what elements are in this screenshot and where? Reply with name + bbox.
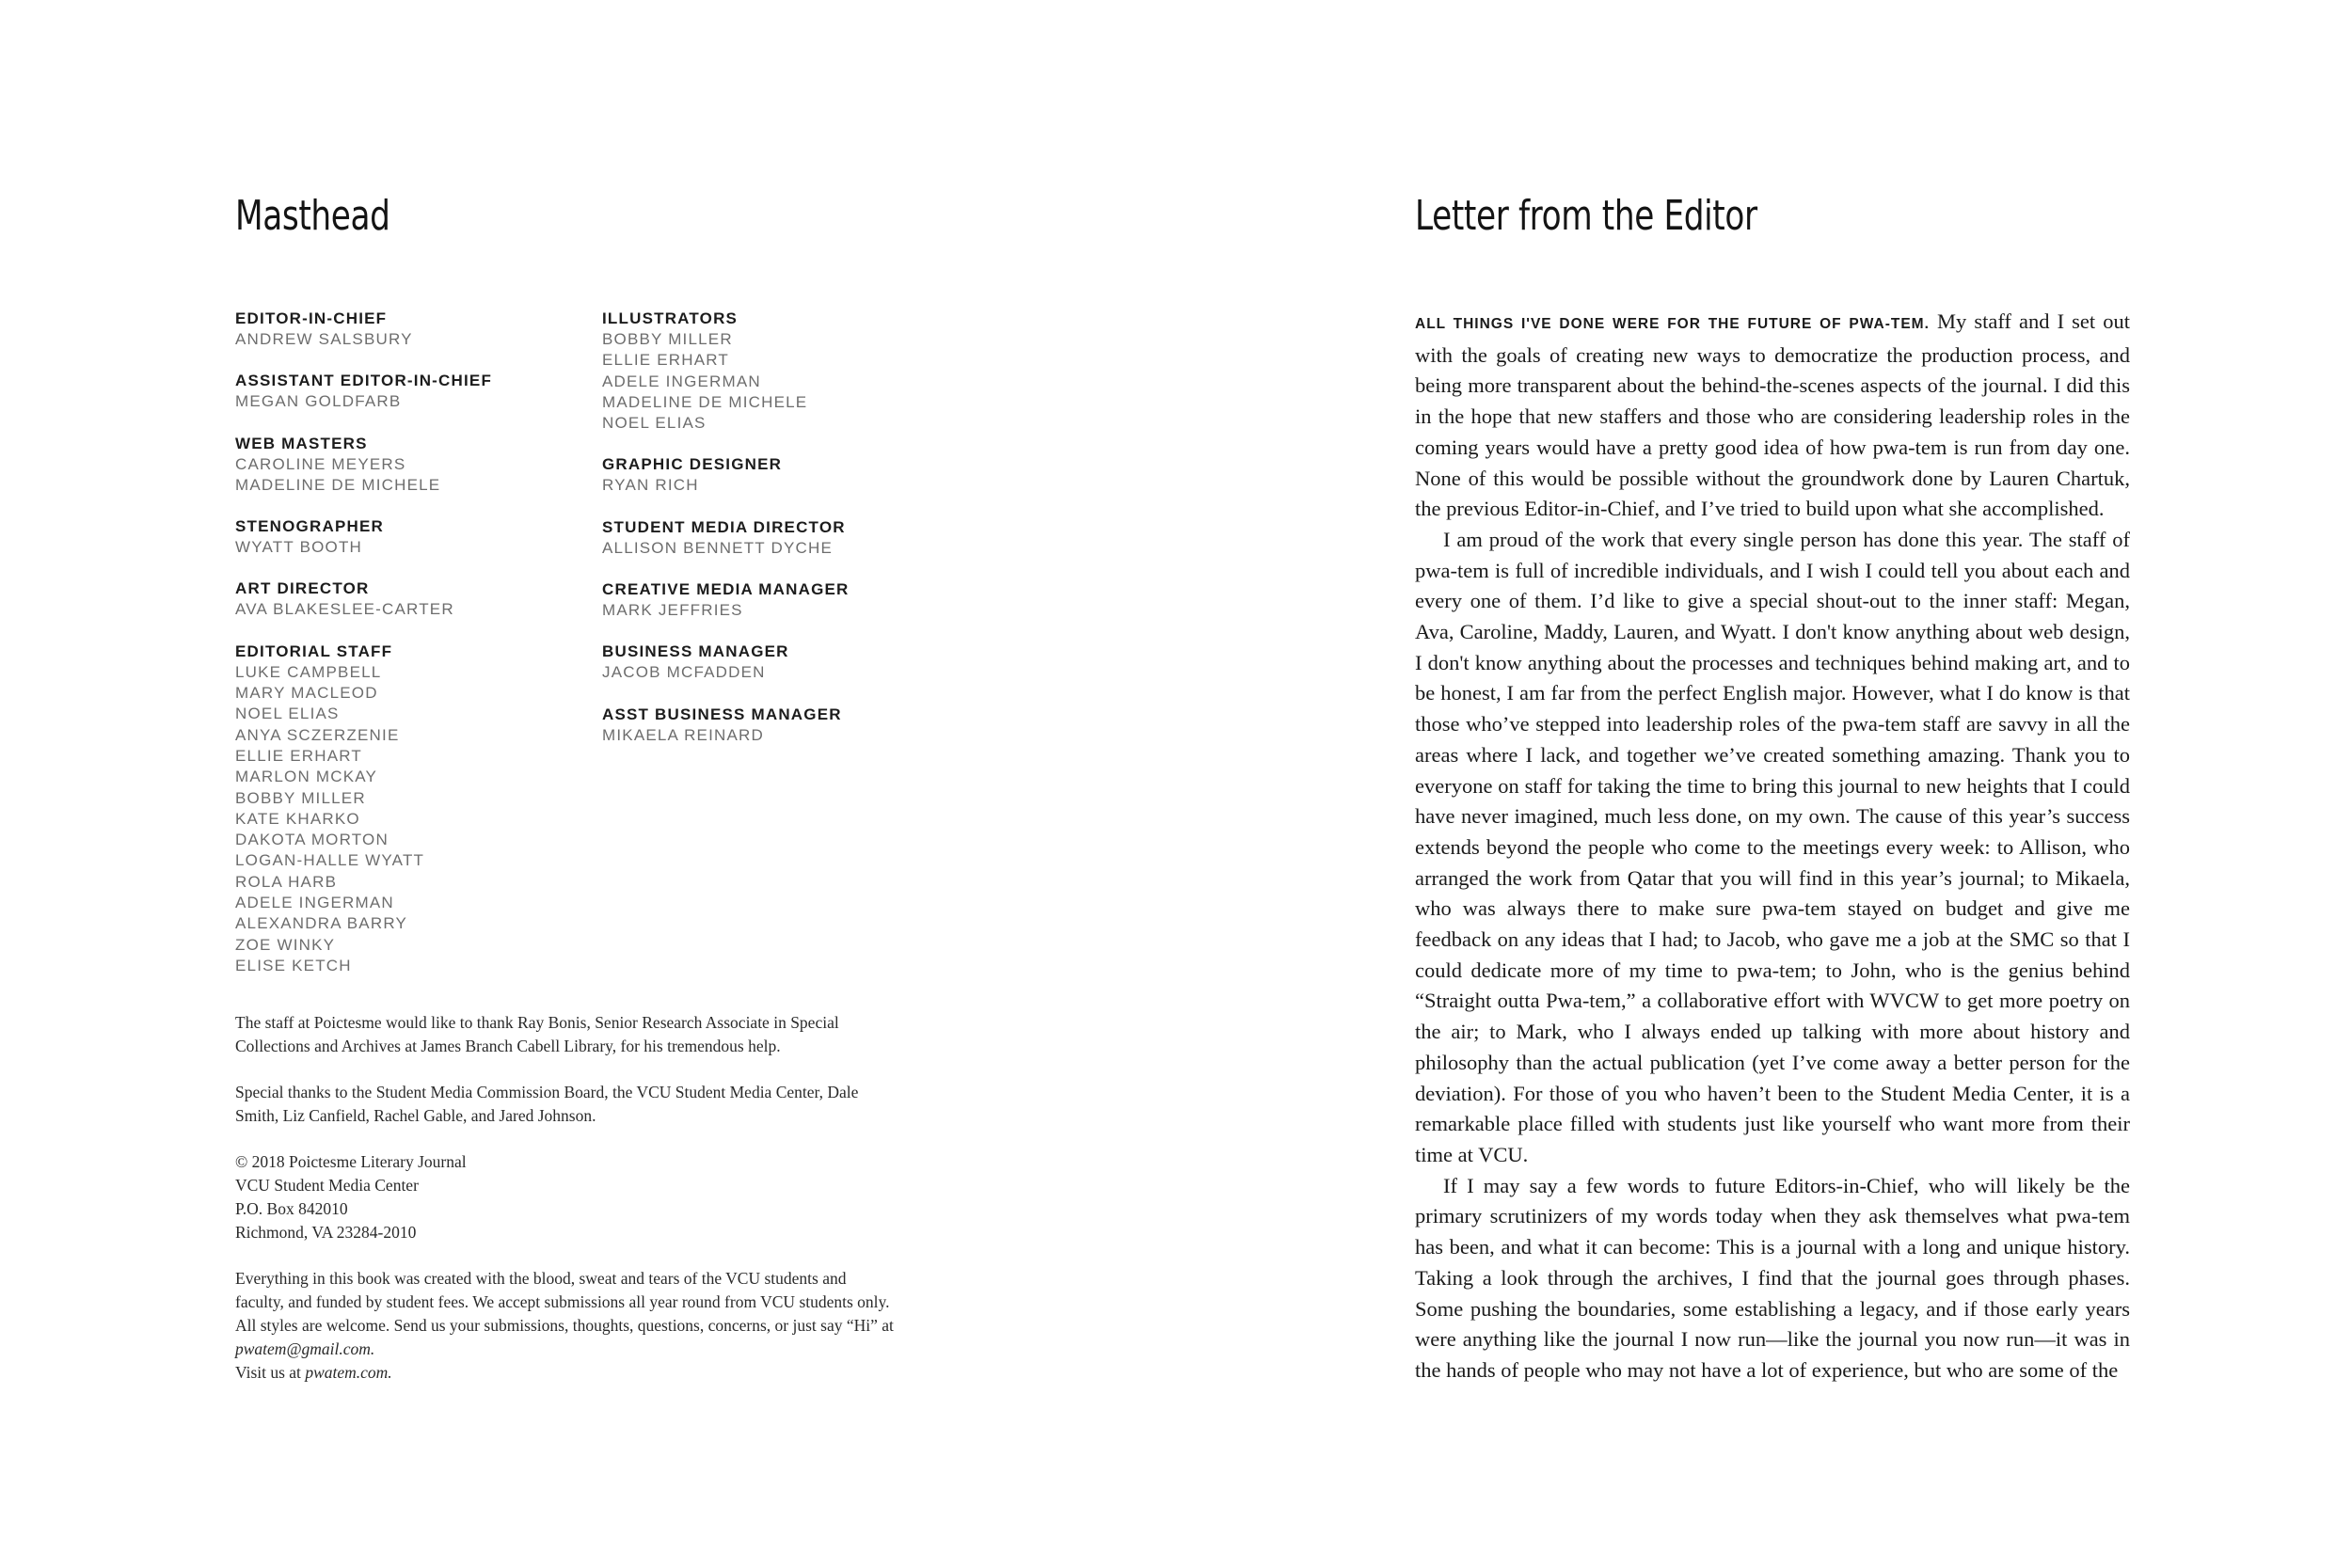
letter-paragraph-2: I am proud of the work that every single person has done this year. The staff of pwa-tem is full of incredible individuals, and I wish I could tell you about each and every one of them. I’d like to give a special shout-out to the inner staff: Megan, Ava, Caroline, Maddy, Lauren, and Wyatt. I don't know anything about web design, I don't know anything about the processes and techniques behind making art, and to be honest, I am far from the perfect English major. However, what I do know is that those who’ve stepped into leadership roles of the pwa-tem staff are savvy in all the areas where I lack, and together we’ve created something amazing. Thank you to everyone on staff for taking the time to bring this journal to new heights that I could have never imagined, much less done, on my own. The cause of this year’s success extends beyond the people who come to the meetings every week: to Allison, who arranged the work from Qatar that you will find in this year’s journal; to Mikaela, who was always there to make sure pwa-tem stayed on budget and give me feedback on any ideas that I had; to Jacob, who gave me a job at the SMC so that I could dedicate more of my time to pwa-tem; to John, who is the genius behind “Straight outta Pwa-tem,” a collaborative effort with WVCW to get more poetry on the air; to Mark, who I always ended up talking with more about history and philosophy than the actual publication (yet I’ve come away a better person for the deviation). For those of you who haven’t been to the Student Media Center, it is a remarkable place filled with students just like yourself who want more from their time at VCU.: [1415, 527, 2130, 1166]
staff-name: ALEXANDRA BARRY: [235, 914, 408, 933]
staff-name: MADELINE DE MICHELE: [235, 475, 441, 494]
thanks-paragraph: The staff at Poictesme would like to thank Ray Bonis, Senior Research Associate in Special Collections and Archives at James Branch Cabell Library, for his tremendous help.: [235, 1013, 839, 1055]
role-title: ASSISTANT EDITOR-IN-CHIEF: [235, 372, 493, 390]
role-student-media-director: [602, 517, 850, 559]
role-business-manager: [602, 641, 850, 683]
role-title: STUDENT MEDIA DIRECTOR: [602, 517, 846, 536]
role-editorial-staff: [235, 641, 492, 976]
role-art-director: [235, 578, 492, 620]
role-asst-business-manager: [602, 705, 850, 746]
staff-name: ALLISON BENNETT DYCHE: [602, 538, 833, 557]
role-title: CREATIVE MEDIA MANAGER: [602, 580, 850, 599]
role-web-masters: [235, 434, 492, 497]
letter-paragraph-1: [1415, 307, 2130, 525]
staff-name: NOEL ELIAS: [235, 705, 340, 723]
role-title: BUSINESS MANAGER: [602, 642, 789, 661]
role-title: EDITORIAL STAFF: [235, 641, 393, 660]
staff-name: DAKOTA MORTON: [235, 831, 389, 849]
website-link[interactable]: pwatem.com.: [305, 1363, 392, 1382]
role-graphic-designer: [602, 454, 850, 496]
closing-text: Everything in this book was created with the blood, sweat and tears of the VCU students and faculty, and funded by student fees. We accept submissions all year round from VCU students only. All styles are welcome. Send us your submissions, thoughts, questions, concerns, or just say “Hi” at: [235, 1269, 894, 1335]
address-line: P.O. Box 842010: [235, 1199, 348, 1218]
visit-text: Visit us at: [235, 1363, 301, 1382]
staff-name: ADELE INGERMAN: [235, 894, 394, 912]
staff-name: MADELINE DE MICHELE: [602, 392, 808, 411]
staff-name: ELLIE ERHART: [235, 746, 363, 765]
staff-name: LOGAN-HALLE WYATT: [235, 851, 425, 870]
staff-name: ELISE KETCH: [235, 956, 352, 974]
staff-name: MARLON MCKAY: [235, 768, 378, 786]
letter-lead-in: ALL THINGS I'VE DONE WERE FOR THE FUTURE OF PWA-TEM.: [1415, 316, 1930, 332]
staff-name: KATE KHARKO: [235, 809, 360, 828]
letter-body: [1415, 307, 2130, 1386]
staff-name: NOEL ELIAS: [602, 414, 707, 433]
staff-name: ROLA HARB: [235, 872, 338, 891]
role-creative-media-manager: [602, 579, 850, 621]
staff-name: BOBBY MILLER: [235, 788, 366, 807]
staff-name: CAROLINE MEYERS: [235, 454, 406, 473]
staff-name: ADELE INGERMAN: [602, 372, 761, 390]
closing-paragraph: [235, 1267, 894, 1385]
special-thanks-paragraph: Special thanks to the Student Media Commission Board, the VCU Student Media Center, Dale Smith, Liz Canfield, Rachel Gable, and Jared Johnson.: [235, 1083, 859, 1125]
role-title: ASST BUSINESS MANAGER: [602, 705, 842, 723]
letter-title: Letter from the Editor: [1415, 192, 1757, 240]
copyright-line: © 2018 Poictesme Literary Journal: [235, 1152, 467, 1171]
letter-paragraph-1-text: My staff and I set out with the goals of creating new ways to democratize the production process, and being more transparent about the behind-the-scenes aspects of the journal. I did this in the hope that new staffers and those who are considering leadership roles in the coming years would have a pretty good idea of how pwa-tem is run from day one. None of this would be possible without the groundwork done by Lauren Chartuk, the previous Editor-in-Chief, and I’ve tried to build upon what she accomplished.: [1415, 309, 2130, 521]
staff-name: AVA BLAKESLEE-CARTER: [235, 600, 454, 619]
staff-name: ANDREW SALSBURY: [235, 330, 413, 348]
staff-name: LUKE CAMPBELL: [235, 662, 382, 681]
role-assistant-editor-in-chief: [235, 371, 492, 412]
role-title: ART DIRECTOR: [235, 579, 370, 598]
staff-name: MARY MACLEOD: [235, 684, 378, 703]
staff-name: WYATT BOOTH: [235, 538, 363, 557]
role-title: WEB MASTERS: [235, 434, 368, 452]
copyright-address: [235, 1150, 894, 1244]
role-title: ILLUSTRATORS: [602, 309, 739, 327]
role-editor-in-chief: [235, 309, 492, 350]
address-line: Richmond, VA 23284-2010: [235, 1223, 417, 1242]
address-line: VCU Student Media Center: [235, 1176, 419, 1195]
role-illustrators: [602, 309, 850, 434]
masthead-notes: [235, 1011, 894, 1407]
role-stenographer: [235, 516, 492, 558]
staff-name: JACOB MCFADDEN: [602, 663, 766, 682]
masthead-column-2: [602, 309, 850, 767]
role-title: STENOGRAPHER: [235, 517, 384, 536]
staff-name: ZOE WINKY: [235, 935, 336, 954]
letter-paragraph-3: If I may say a few words to future Editors-in-Chief, who will likely be the primary scrutinizers of my words today when they ask themselves what pwa-tem has been, and what it can become: This is a journal with a long and unique history. Taking a look through the archives, I find that the journal goes through phases. Some pushing the boundaries, some establishing a legacy, and if those early years were anything like the journal I now run—like the journal you now run—it was in the hands of people who may not have a lot of experience, but who are some of the: [1415, 1173, 2130, 1382]
masthead-column-1: [235, 309, 492, 997]
role-title: GRAPHIC DESIGNER: [602, 455, 783, 474]
staff-name: MIKAELA REINARD: [602, 725, 764, 744]
staff-name: RYAN RICH: [602, 476, 699, 495]
staff-name: BOBBY MILLER: [602, 330, 733, 348]
staff-name: MARK JEFFRIES: [602, 601, 743, 620]
contact-email-link[interactable]: pwatem@gmail.com.: [235, 1339, 375, 1358]
staff-name: MEGAN GOLDFARB: [235, 392, 402, 411]
masthead-title: Masthead: [235, 192, 390, 240]
staff-name: ELLIE ERHART: [602, 351, 730, 370]
role-title: EDITOR-IN-CHIEF: [235, 309, 388, 327]
staff-name: ANYA SCZERZENIE: [235, 725, 400, 744]
